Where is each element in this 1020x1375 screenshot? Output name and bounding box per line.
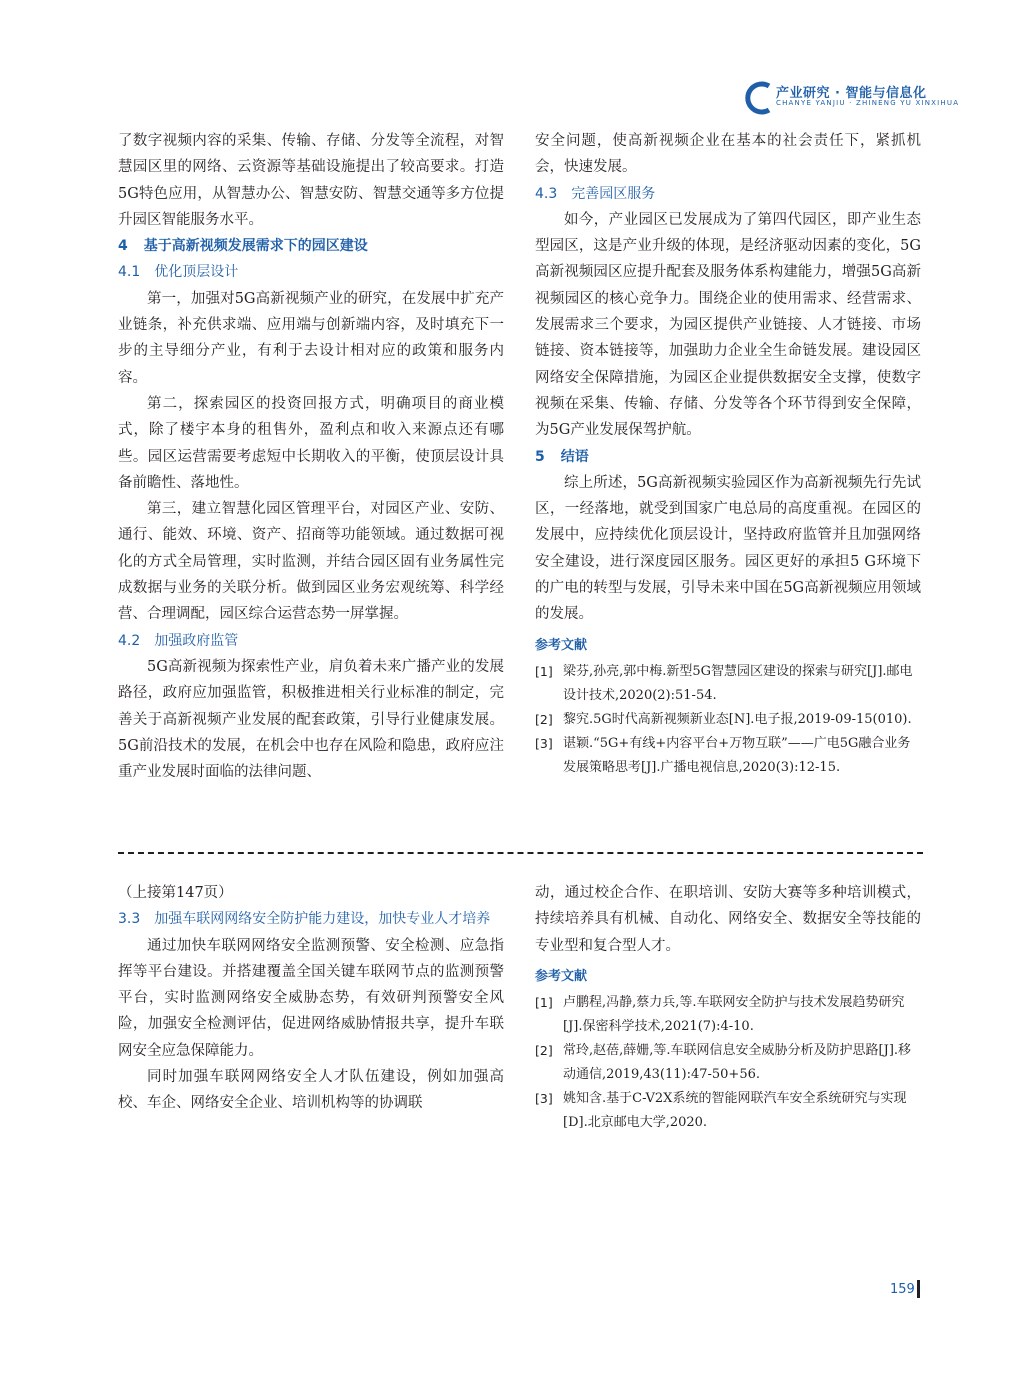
references-list [535, 660, 921, 780]
article-divider [118, 852, 923, 854]
paragraph-continued: 安全问题，使高新视频企业在基本的社会责任下，紧抓机会，快速发展。 [535, 133, 921, 176]
reference-item [535, 708, 921, 732]
section-title: 优化顶层设计 [154, 264, 239, 281]
journal-logo-icon [745, 80, 775, 116]
top-right-column [535, 128, 921, 780]
section-number: 3.3 [118, 911, 141, 928]
journal-section-subtitle: CHANYE YANJIU · ZHINENG YU XINXIHUA [776, 99, 960, 107]
references-list [535, 991, 921, 1135]
continued-from-note: （上接第147页） [118, 885, 233, 901]
references-heading: 参考文献 [535, 968, 588, 984]
top-left-column [118, 128, 504, 785]
reference-text: 黎究.5G时代高新视频新业态[N].电子报,2019-09-15(010). [563, 711, 912, 727]
section-number: 5 [535, 448, 545, 465]
section-heading-5 [535, 444, 921, 470]
section-title: 基于高新视频发展需求下的园区建设 [143, 238, 368, 255]
section-number: 4.2 [118, 632, 141, 649]
paragraph: 通过加快车联网网络安全监测预警、安全检测、应急指挥等平台建设。并搭建覆盖全国关键车联网节点的监测预警平台，实时监测网络安全威胁态势，有效研判预警安全风险，加强安全检测评估，促进网络威胁情报共享，提升车联网安全应急保障能力。 [118, 937, 504, 1059]
paragraph: 如今，产业园区已发展成为了第四代园区，即产业生态型园区，这是产业升级的体现，是经济驱动因素的变化，5G高新视频园区应提升配套及服务体系构建能力，增强5G高新视频园区的核心竞争力。围绕企业的使用需求、经营需求、发展需求三个要求，为园区提供产业链接、人才链接、市场链接、资本链接等，加强助力企业全生命链发展。建设园区网络安全保障措施，为园区企业提供数据安全支撑，使数字视频在采集、传输、存储、分发等各个环节得到安全保障，为5G产业发展保驾护航。 [535, 211, 921, 439]
bottom-left-column [118, 880, 504, 1117]
paragraph-continued: 动，通过校企合作、在职培训、安防大赛等多种培训模式，持续培养具有机械、自动化、网络安全、数据安全等技能的专业型和复合型人才。 [535, 885, 921, 954]
paragraph-continued: 了数字视频内容的采集、传输、存储、分发等全流程，对智慧园区里的网络、云资源等基础设施提出了较高要求。打造5G特色应用，从智慧办公、智慧安防、智慧交通等多方位提升园区智能服务水平。 [118, 133, 504, 228]
section-number: 4.1 [118, 264, 141, 281]
reference-number: [3] [535, 1090, 553, 1106]
reference-item [535, 732, 921, 780]
reference-item [535, 1087, 921, 1135]
reference-text: 姚知含.基于C-V2X系统的智能网联汽车安全系统研究与实现[D].北京邮电大学,2020. [563, 1090, 907, 1130]
section-title: 加强政府监管 [154, 632, 239, 649]
paragraph: 同时加强车联网网络安全人才队伍建设，例如加强高校、车企、网络安全企业、培训机构等的协调联 [118, 1069, 504, 1112]
section-title: 加强车联网网络安全防护能力建设，加快专业人才培养 [154, 911, 491, 928]
reference-text: 卢鹏程,冯静,蔡力兵,等.车联网安全防护与技术发展趋势研究[J].保密科学技术,2021(7):4-10. [563, 994, 905, 1034]
reference-text: 谌颖.“5G+有线+内容平台+万物互联”——广电5G融合业务发展策略思考[J].广播电视信息,2020(3):12-15. [563, 735, 911, 775]
reference-number: [2] [535, 1042, 553, 1058]
reference-number: [3] [535, 735, 553, 751]
page-number-bar [917, 1280, 920, 1298]
paragraph: 第三，建立智慧化园区管理平台，对园区产业、安防、通行、能效、环境、资产、招商等功能领域。通过数据可视化的方式全局管理，实时监测，并结合园区固有业务属性完成数据与业务的关联分析。做到园区业务宏观统筹、科学经营、合理调配，园区综合运营态势一屏掌握。 [118, 501, 504, 623]
reference-text: 梁芬,孙亮,郭中梅.新型5G智慧园区建设的探索与研究[J].邮电设计技术,2020(2):51-54. [563, 663, 913, 703]
section-number: 4.3 [535, 185, 558, 202]
journal-section-title: 产业研究 · 智能与信息化 [776, 86, 927, 101]
subsection-heading-4-1 [118, 259, 504, 285]
reference-item [535, 1039, 921, 1087]
reference-item [535, 660, 921, 708]
section-title: 结语 [560, 448, 589, 465]
paragraph: 综上所述，5G高新视频实验园区作为高新视频先行先试区，一经落地，就受到国家广电总局的高度重视。在园区的发展中，应持续优化顶层设计，坚持政府监管并且加强网络安全建设，进行深度园区服务。园区更好的承担5 G环境下的广电的转型与发展，引导未来中国在5G高新视频应用领域的发展。 [535, 474, 921, 623]
bottom-right-column [535, 880, 921, 1135]
subsection-heading-4-3 [535, 181, 921, 207]
page-number: 159 [890, 1282, 915, 1297]
section-number: 4 [118, 238, 128, 255]
subsection-heading-4-2 [118, 628, 504, 654]
reference-item [535, 991, 921, 1039]
reference-number: [1] [535, 663, 553, 679]
reference-text: 常玲,赵蓓,薛姗,等.车联网信息安全威胁分析及防护思路[J].移动通信,2019,43(11):47-50+56. [563, 1042, 912, 1082]
reference-number: [1] [535, 994, 553, 1010]
reference-number: [2] [535, 711, 553, 727]
section-heading-4 [118, 233, 504, 259]
subsection-heading-3-3 [118, 906, 504, 932]
paragraph: 5G高新视频为探索性产业，肩负着未来广播产业的发展路径，政府应加强监管，积极推进相关行业标准的制定，完善关于高新视频产业发展的配套政策，引导行业健康发展。 5G前沿技术的发展，在机会中也存在风险和隐患，政府应注重产业发展时面临的法律问题、 [118, 658, 504, 781]
references-heading: 参考文献 [535, 637, 588, 653]
paragraph: 第二，探索园区的投资回报方式，明确项目的商业模式，除了楼宇本身的租售外，盈利点和收入来源点还有哪些。园区运营需要考虑短中长期收入的平衡，使顶层设计具备前瞻性、落地性。 [118, 395, 504, 491]
paragraph: 第一，加强对5G高新视频产业的研究，在发展中扩充产业链条，补充供求端、应用端与创新端内容，及时填充下一步的主导细分产业，有利于去设计相对应的政策和服务内容。 [118, 290, 504, 386]
section-title: 完善园区服务 [571, 185, 656, 202]
